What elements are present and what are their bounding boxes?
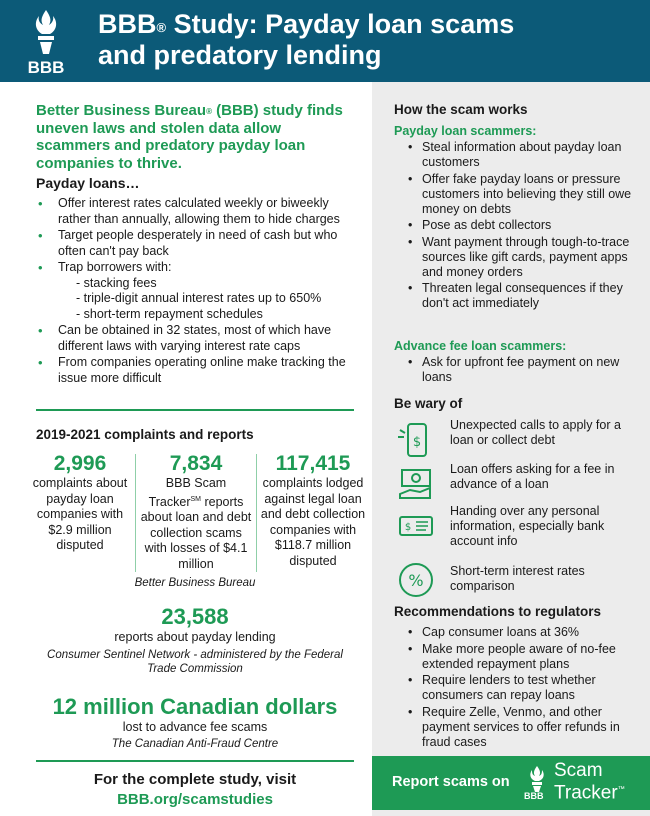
study-link[interactable]: BBB.org/scamstudies [117,791,273,808]
wary-item: $ Unexpected calls to apply for a loan or collect debt [394,418,646,464]
payday-scammers-subheading: Payday loan scammers: [394,124,537,138]
wary-item: % Short-term interest rates comparison [394,558,646,604]
stat-desc: reports about payday lending [114,630,276,644]
stat-number: 2,996 [53,452,107,475]
sub-item: - triple-digit annual interest rates up to 650% [76,291,356,307]
advance-fee-list [404,355,644,387]
how-heading: How the scam works [394,102,528,117]
source-canada: The Canadian Anti-Fraud Centre [111,738,279,750]
list-item: • Make more people aware of no-fee extended repayment plans [404,642,644,672]
wary-heading: Be wary of [394,396,463,411]
payday-list [36,196,356,387]
payday-scammers-list [404,140,644,313]
svg-text:$: $ [404,522,412,533]
page-title: BBB® Study: Payday loan scams and predatory lending [98,9,515,70]
svg-text:$: $ [412,435,422,450]
list-item: • Trap borrowers with: - stacking fees - triple-digit annual interest rates up to 650% - short-term repayment schedules [36,260,356,322]
list-item: • Cap consumer loans at 36% [404,625,644,640]
wary-item: Loan offers asking for a fee in advance of a loan [394,462,646,508]
sub-item: - stacking fees [76,276,356,292]
cta-block [36,770,354,810]
list-item: • Steal information about payday loan customers [404,140,644,170]
stat-number: 7,834 [169,452,223,475]
stat-desc: complaints about payday loan companies with $2.9 million disputed [32,476,128,552]
stat-number: 117,415 [275,452,351,475]
scam-tracker-tracker: Tracker™ [554,782,625,804]
sub-item: - short-term repayment schedules [76,307,356,323]
stat-number: 23,588 [161,604,229,629]
source-bbb: Better Business Bureau [134,577,256,589]
stat-number: 12 million Canadian dollars [52,694,338,719]
list-item: • Ask for upfront fee payment on new loans [404,355,644,385]
svg-text:%: % [408,571,424,590]
percent-icon [396,560,436,600]
stat-ftc [36,604,354,645]
stat-desc: lost to advance fee scams [122,720,268,734]
card-info-icon [396,506,436,546]
list-item: • From companies operating online make tracking the issue more difficult [36,355,356,386]
recommendations-heading: Recommendations to regulators [394,604,602,619]
list-item: • Target people desperately in need of cash but who often can't pay back [36,228,356,259]
list-item: • Threaten legal consequences if they don't act immediately [404,281,644,311]
list-item: • Offer interest rates calculated weekly or biweekly rather than annually, allowing them to hide charges [36,196,356,227]
list-item: • Pose as debt collectors [404,218,644,233]
left-column [0,82,372,816]
divider [36,409,354,411]
divider [256,454,257,572]
scam-tracker-scam: Scam [554,760,603,781]
stat-desc: BBB Scam Tracker℠ reports about loan and debt collection scams with losses of $4.1 million [140,476,252,571]
logo-text: BBB [27,58,65,77]
divider [36,760,354,762]
source-ftc: Consumer Sentinel Network - administered by the Federal Trade Commission [47,649,343,675]
stat-legal-complaints [260,452,366,569]
report-label: Report scams on [392,774,510,790]
header-banner [0,0,650,82]
intro-text: Better Business Bureau® (BBB) study finds uneven laws and stolen data allow scammers and predatory payday loan companies to thrive. [36,102,343,172]
complaints-heading: 2019-2021 complaints and reports [36,427,254,442]
report-scams-button[interactable] [372,756,650,810]
recommendations-list [404,625,644,751]
divider [135,454,136,572]
stat-scam-tracker [140,452,252,572]
trap-sublist [58,276,356,323]
stat-bbb-complaints [28,452,132,554]
bbb-mini-text: BBB [524,791,544,801]
bbb-logo [12,6,80,78]
list-item: • Can be obtained in 32 states, most of which have different laws with varying interest rate caps [36,323,356,354]
right-panel [372,82,650,816]
list-item: • Offer fake payday loans or pressure customers into believing they still owe money on debts [404,172,644,217]
list-item: • Require lenders to test whether consumers can repay loans [404,673,644,703]
payday-heading: Payday loans… [36,175,140,191]
cash-hand-icon [396,464,436,504]
list-item: • Want payment through tough-to-trace sources like gift cards, payment apps and money orders [404,235,644,280]
advance-fee-subheading: Advance fee loan scammers: [394,339,567,353]
stat-desc: complaints lodged against legal loan and debt collection companies with $118.7 million disputed [260,476,366,568]
list-item: • Require Zelle, Venmo, and other payment services to offer refunds in fraud cases [404,705,644,750]
cta-text: For the complete study, visit [93,771,297,788]
wary-item: $ Handing over any personal information, especially bank account info [394,504,646,550]
phone-dollar-icon [396,420,436,460]
torch-icon [12,6,80,58]
stat-canada [36,694,354,735]
